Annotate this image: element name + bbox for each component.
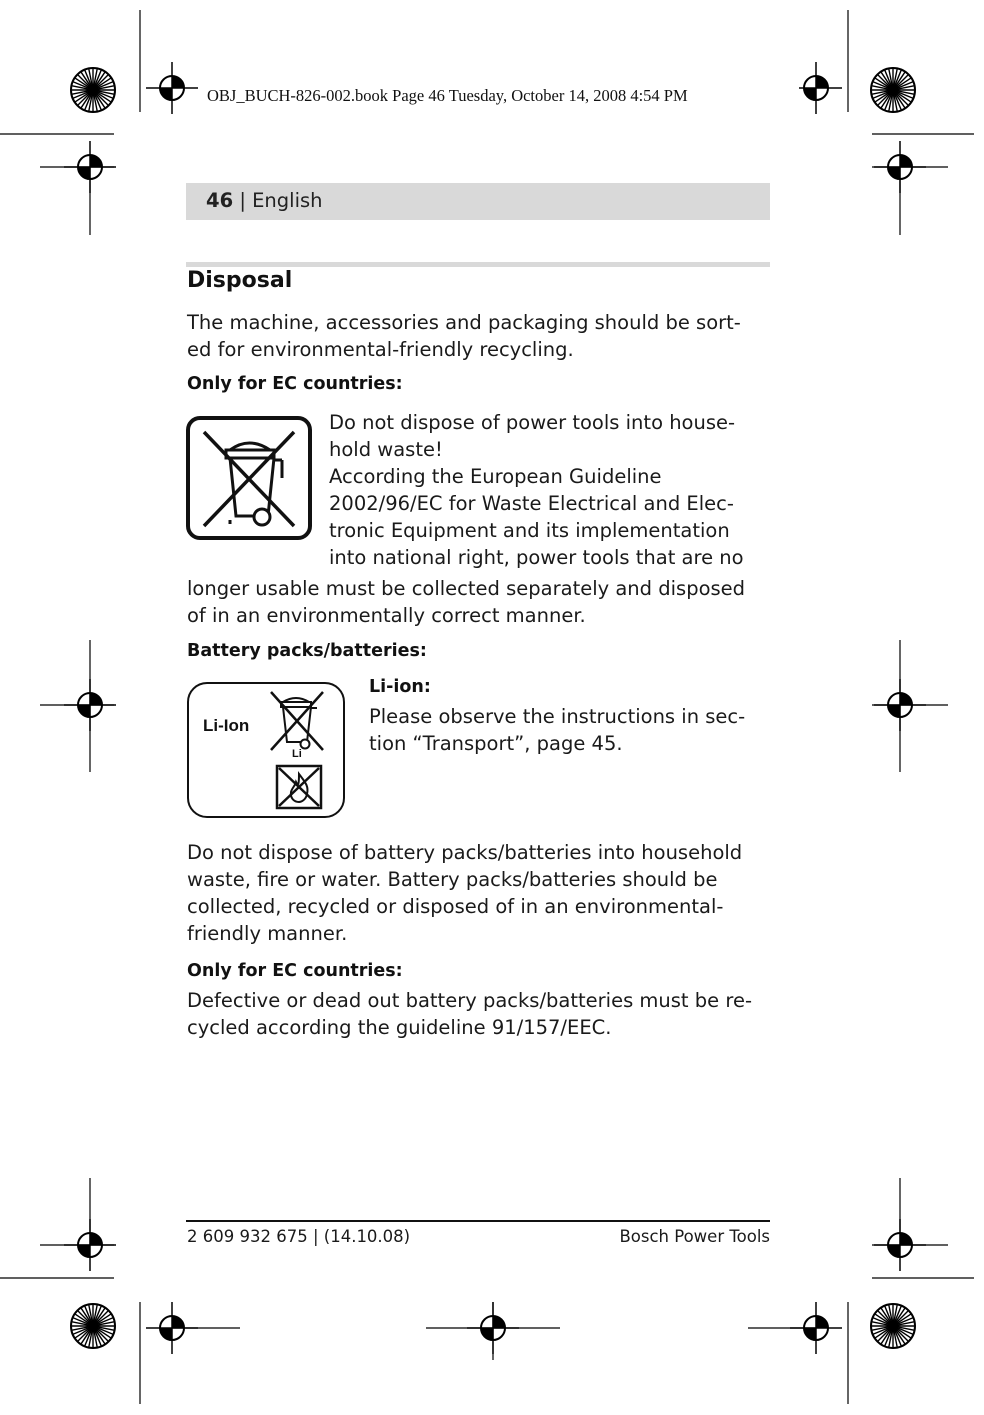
li-ion-label: Li-Ion — [203, 716, 250, 735]
ec-disposal-continuation: longer usable must be collected separately and disposed of in an environmentally correct manner. — [187, 577, 746, 627]
footer-rule — [186, 1220, 770, 1222]
ec-battery-paragraph: Defective or dead out battery packs/batteries must be re- cycled according the guideline 91/157/EEC. — [187, 989, 752, 1039]
ec-battery-heading: Only for EC countries: — [187, 961, 403, 981]
no-fire-icon — [275, 764, 323, 810]
footer-brand: Bosch Power Tools — [619, 1227, 770, 1246]
registration-mark-icon — [146, 62, 198, 114]
header-separator: | — [233, 189, 253, 212]
registration-star-icon — [71, 68, 115, 112]
li-ion-symbol — [187, 682, 345, 818]
intro-paragraph: The machine, accessories and packaging should be sort- ed for environmental-friendly recycling. — [187, 311, 741, 361]
registration-star-icon — [71, 1304, 115, 1348]
registration-star-icon — [871, 68, 915, 112]
registration-star-icon — [871, 1304, 915, 1348]
slug-line: OBJ_BUCH-826-002.book Page 46 Tuesday, October 14, 2008 4:54 PM — [205, 86, 799, 106]
liion-text: Please observe the instructions in sec- tion “Transport”, page 45. — [369, 705, 746, 755]
header-language: English — [252, 189, 323, 212]
page-number: 46 — [206, 189, 234, 212]
li-small-label: Li — [292, 748, 302, 760]
ec-disposal-text: Do not dispose of power tools into house- hold waste! According the European Guideline 2002/96/EC for Waste Electrical and Elec- tronic Equipment and its implementation into national right, power tools that are no — [329, 411, 744, 569]
section-title: Disposal — [187, 268, 293, 293]
liion-heading: Li-ion: — [369, 677, 431, 697]
footer-doc-number: 2 609 932 675 | (14.10.08) — [187, 1227, 411, 1246]
page-header — [186, 183, 770, 220]
section-rule — [186, 262, 770, 267]
battery-disposal-paragraph: Do not dispose of battery packs/batteries into household waste, fire or water. Battery packs/batteries should be collected, recycled or disposed of in an environmental- friendly manner. — [187, 841, 743, 945]
ec-heading: Only for EC countries: — [187, 374, 403, 394]
battery-heading: Battery packs/batteries: — [187, 641, 427, 661]
crossed-bin-icon — [186, 416, 312, 540]
